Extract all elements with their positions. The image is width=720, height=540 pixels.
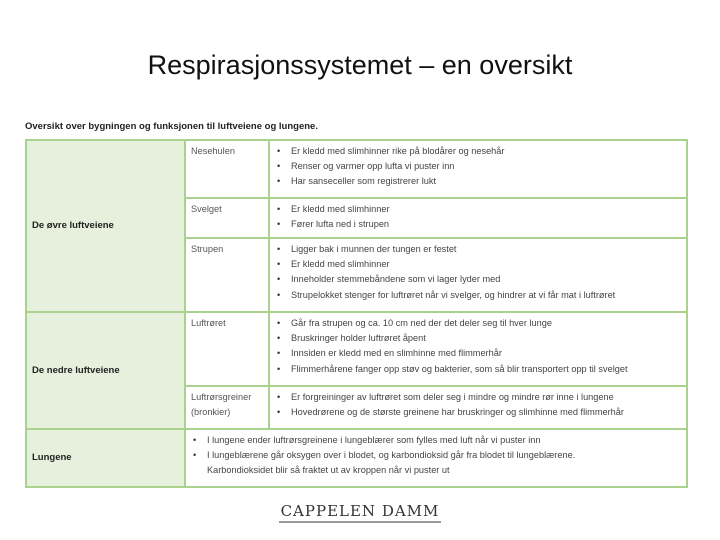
facts-cell bbox=[269, 140, 687, 198]
organ-name-nasal-cavity: Nesehulen bbox=[185, 140, 269, 198]
list-item: • Er kledd med slimhinner bbox=[291, 257, 681, 272]
table-caption: Oversikt over bygningen og funksjonen til luftveiene og lungene. bbox=[25, 121, 318, 132]
list-item: • Ligger bak i munnen der tungen er festet bbox=[291, 242, 681, 257]
publisher-logo-text: CAPPELEN DAMM bbox=[279, 502, 442, 523]
list-item: • Er kledd med slimhinner rike på blodårer og nesehår bbox=[291, 144, 681, 159]
list-item: • Går fra strupen og ca. 10 cm ned der det deler seg til hver lunge bbox=[291, 316, 681, 331]
group-label-upper-airways: De øvre luftveiene bbox=[26, 140, 185, 312]
publisher-logo bbox=[0, 502, 720, 523]
facts-cell bbox=[185, 429, 687, 487]
facts-cell bbox=[269, 238, 687, 312]
group-label-lungs: Lungene bbox=[26, 429, 185, 487]
list-item: • Innsiden er kledd med en slimhinne med flimmerhår bbox=[291, 346, 681, 361]
list-item: • Bruskringer holder luftrøret åpent bbox=[291, 331, 681, 346]
facts-cell bbox=[269, 386, 687, 429]
group-label-lower-airways: De nedre luftveiene bbox=[26, 312, 185, 429]
table-row bbox=[26, 429, 687, 487]
list-item: • I lungene ender luftrørsgreinene i lungeblærer som fylles med luft når vi puster inn bbox=[207, 433, 681, 448]
facts-cell bbox=[269, 198, 687, 238]
facts-cell bbox=[269, 312, 687, 386]
list-item: • Hovedrørene og de største greinene har bruskringer og slimhinne med flimmerhår bbox=[291, 405, 681, 420]
list-item: • Flimmerhårene fanger opp støv og bakterier, som så blir transportert opp til svelget bbox=[291, 362, 681, 377]
organ-name-bronchi: Luftrørsgreiner (bronkier) bbox=[185, 386, 269, 429]
list-item: • Er kledd med slimhinner bbox=[291, 202, 681, 217]
list-item-continuation: Karbondioksidet blir så fraktet ut av kroppen når vi puster ut bbox=[207, 465, 450, 476]
list-item: • Er forgreininger av luftrøret som deler seg i mindre og mindre rør inne i lungene bbox=[291, 390, 681, 405]
list-item: • Har sanseceller som registrerer lukt bbox=[291, 174, 681, 189]
list-item: • Strupelokket stenger for luftrøret når vi svelger, og hindrer at vi får mat i luftrøret bbox=[291, 288, 681, 303]
organ-name-larynx: Strupen bbox=[185, 238, 269, 312]
organ-name-trachea: Luftrøret bbox=[185, 312, 269, 386]
list-item: • Fører lufta ned i strupen bbox=[291, 217, 681, 232]
list-item: • Inneholder stemmebåndene som vi lager lyder med bbox=[291, 272, 681, 287]
list-item: • Renser og varmer opp lufta vi puster inn bbox=[291, 159, 681, 174]
organ-name-pharynx: Svelget bbox=[185, 198, 269, 238]
list-item: • I lungeblærene går oksygen over i blodet, og karbondioksid går fra blodet til lungeblærene. bbox=[207, 448, 681, 463]
table-row bbox=[26, 312, 687, 386]
overview-table bbox=[25, 139, 688, 488]
slide-title: Respirasjonssystemet – en oversikt bbox=[147, 50, 573, 80]
table-row bbox=[26, 140, 687, 198]
